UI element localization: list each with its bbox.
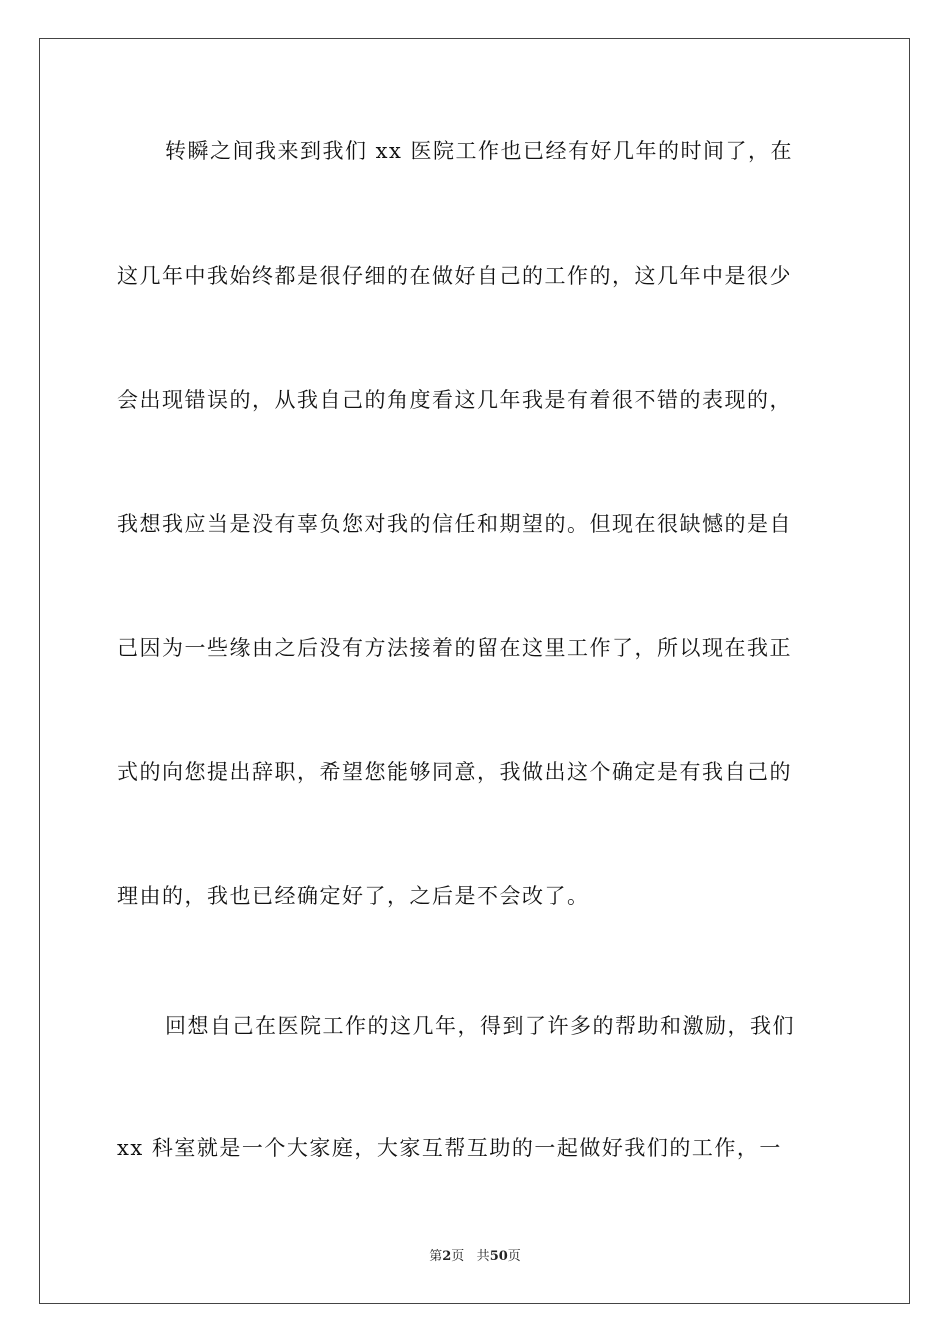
paragraph-1-line-4: 我想我应当是没有辜负您对我的信任和期望的。但现在很缺憾的是自 — [117, 512, 792, 536]
total-suffix: 页 — [507, 1249, 521, 1264]
paragraph-1-line-1: 转瞬之间我来到我们 xx 医院工作也已经有好几年的时间了，在 — [165, 139, 794, 163]
page-border — [39, 38, 910, 1304]
page-footer — [0, 1248, 950, 1266]
page-prefix: 第 — [429, 1249, 443, 1264]
paragraph-1-line-5: 己因为一些缘由之后没有方法接着的留在这里工作了，所以现在我正 — [117, 636, 792, 660]
paragraph-2-line-1: 回想自己在医院工作的这几年，得到了许多的帮助和激励，我们 — [165, 1014, 795, 1038]
paragraph-1-line-7: 理由的，我也已经确定好了，之后是不会改了。 — [117, 884, 590, 908]
paragraph-1-line-2: 这几年中我始终都是很仔细的在做好自己的工作的，这几年中是很少 — [117, 264, 792, 288]
page-suffix: 页 — [451, 1249, 465, 1264]
total-pages: 50 — [489, 1249, 508, 1264]
paragraph-2-line-2: xx 科室就是一个大家庭，大家互帮互助的一起做好我们的工作，一 — [117, 1136, 782, 1160]
total-prefix: 共 — [476, 1249, 490, 1264]
page-number: 2 — [442, 1249, 452, 1264]
paragraph-1-line-3: 会出现错误的，从我自己的角度看这几年我是有着很不错的表现的， — [117, 388, 792, 412]
paragraph-1-line-6: 式的向您提出辞职，希望您能够同意，我做出这个确定是有我自己的 — [117, 760, 792, 784]
